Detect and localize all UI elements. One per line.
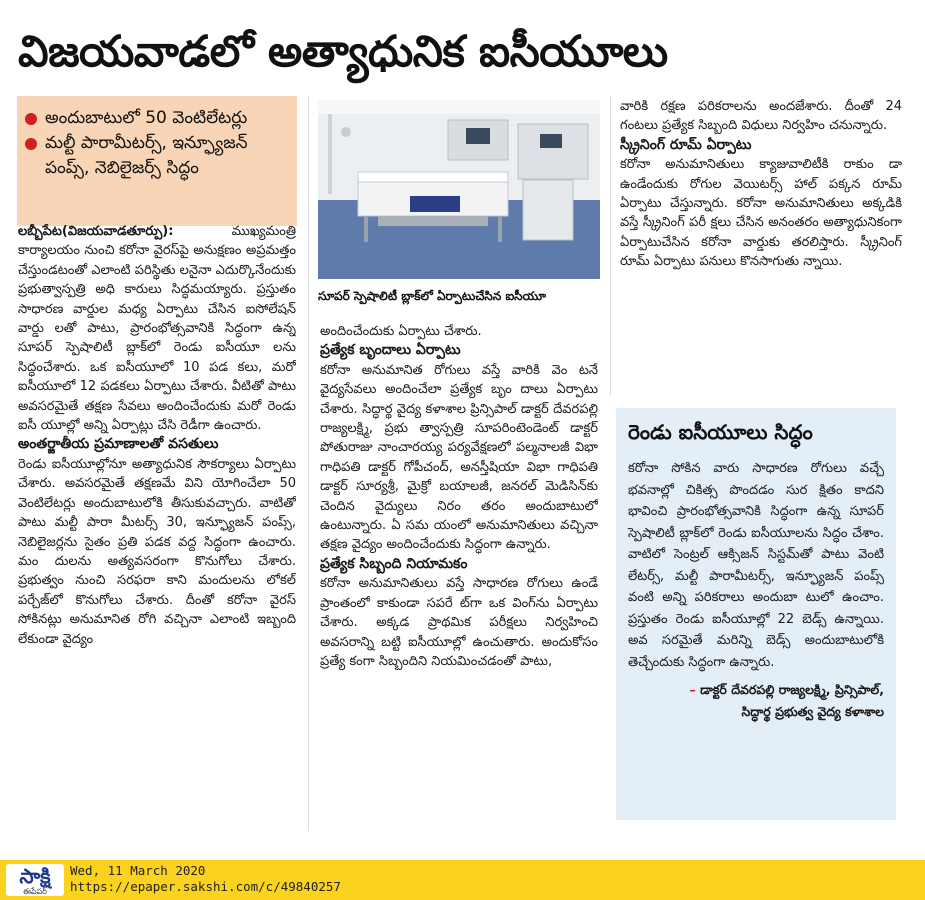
article-column-3	[620, 97, 902, 392]
article-column-1	[18, 222, 296, 834]
sakshi-logo[interactable]	[6, 864, 64, 896]
sidebar-title: రెండు ఐసీయూలు సిద్ధం	[628, 420, 813, 444]
sidebar-body	[628, 458, 884, 673]
signature-org: సిద్ధార్థ ప్రభుత్వ వైద్య కళాశాల	[741, 704, 884, 719]
headline: విజయవాడలో అత్యాధునిక ఐసీయూలు	[18, 27, 668, 77]
subheading: ప్రత్యేక సిబ్బంది నియామకం	[320, 555, 468, 572]
subheading: ప్రత్యేక బృందాలు ఏర్పాటు	[320, 342, 461, 359]
signature-name: డాక్టర్ దేవరపల్లి రాజ్యలక్ష్మి, ప్రిన్సిపాల్,	[700, 682, 884, 697]
sidebar-paragraph: కరోనా సోకిన వారు సాధారణ రోగులు వచ్చే భవనాల్లో చికిత్స పొందడం సుర క్షితం కాదని భావించి ప్రారంభోత్సవానికి సిద్ధంగా ఉన్న సూపర్ స్పెషాలిటీ బ్లాక్‌లో రెండు ఐసీయూలను సిద్ధం చేశాం. వాటిలో సెంట్రల్ ఆక్సిజన్ సిస్టమ్‌తో పాటు వెంటి లేటర్స్, మల్టీ పారామీటర్స్, ఇన్ఫ్యూజన్ పంప్స్ వంటి అన్ని పరికరాలు అందుబా టులో ఉంచాం. ప్రస్తుతం రెండు ఐసీయూల్లో 22 బెడ్స్ ఉన్నాయి. అవ సరమైతే మరిన్ని బెడ్స్ అందుబాటులోకి తెచ్చేందుకు సిద్ధంగా ఉన్నారు.	[628, 461, 884, 670]
top-cut-strip	[0, 0, 925, 8]
sidebar-signature	[628, 679, 884, 723]
article-paragraph: కరోనా అనుమానిత రోగులు వస్తే వారికి వెం టనే వైద్యసేవలు అందించేలా ప్రత్యేక బృం దాలు ఏర్పాటు చేశారు. సిద్ధార్థ వైద్య కళాశాల ప్రిన్సిపాల్ డాక్టర్ దేవరపల్లి రాజ్యలక్ష్మి, ప్రభు త్వాస్పత్రి సూపరింటెండెంట్ డాక్టర్ పోతురాజు నాంచారయ్య పర్యవేక్షణలో పల్మనాలజీ విభా గాధిపతి డాక్టర్ గోపీచంద్, అనస్తీషియా విభా గాధిపతి డాక్టర్ సూర్యశ్రీ, మైక్రో బయాలజీ, జనరల్ మెడిసిన్‌కు చెందిన వైద్యులు నిరం తరం అందుబాటులో ఉంటున్నారు. ఏ సమ యంలో అనుమానితులు వచ్చినా తక్షణ వైద్యం అందించేందుకు సిద్ధంగా ఉన్నారు.	[320, 362, 598, 553]
article-paragraph: కరోనా అనుమానితులు క్యాజువాలిటీకి రాకుం డా ఉండేందుకు రోగుల వెయిటర్స్ హాల్ పక్కన రూమ్ ఏర్పాటు చేస్తున్నారు. కరోనా అనుమానితులు అక్కడికి వస్తే స్క్రీనింగ్ పరీ క్షలు చేసిన అనంతరం అత్యాధునికంగా ఏర్పాటుచేసిన కరోనా వార్డుకు తరలిస్తారు. స్క్రీనింగ్ రూమ్ ఏర్పాటు పనులు కొనసాగుతు న్నాయి.	[620, 157, 902, 270]
column-divider	[610, 96, 611, 396]
article-paragraph: వారికి రక్షణ పరికరాలను అందజేశారు. దీంతో 24 గంటలు ప్రత్యేక సిబ్బంది విధులు నిర్వహిం చనున్నారు.	[620, 99, 902, 134]
article-paragraph: అందించేందుకు ఏర్పాటు చేశారు.	[320, 324, 482, 339]
subheading: అంతర్జాతీయ ప్రమాణాలతో వసతులు	[18, 436, 219, 453]
article-paragraph: కరోనా అనుమానితులు వస్తే సాధారణ రోగులు ఉండే ప్రాంతంలో కాకుండా సపరే ట్‌గా ఒక వింగ్‌ను ఏర్పాటు చేశారు. అక్కడ ప్రాథమిక పరీక్షలు నిర్వహించి అవసరాన్ని బట్టి ఐసీయూల్లో ఉంచుతారు. అందుకోసం ప్రత్యే కంగా సిబ్బందిని నియమించడంతో పాటు,	[320, 576, 598, 669]
signature-dash: –	[689, 682, 696, 697]
footer-text	[70, 863, 341, 895]
article-url-link[interactable]: https://epaper.sakshi.com/c/49840257	[70, 879, 341, 894]
logo-text: సాక్షి	[19, 864, 51, 888]
icu-photo	[318, 100, 600, 279]
logo-subtext: ఈపేపర్	[22, 887, 48, 896]
bullet-dot-icon	[25, 113, 37, 125]
highlight-item	[25, 131, 289, 181]
dateline: లబ్బీపేట(విజయవాడతూర్పు):	[18, 224, 174, 239]
article-paragraph: లబ్బీపేట(విజయవాడతూర్పు): ముఖ్యమంత్రి కార్యాలయం నుంచి కరోనా వైరస్‌పై అనుక్షణం అప్రమత్తం చేస్తుండటంతో ఎలాంటి పరిస్థితు లనైనా ఎదుర్కొనేందుకు ప్రభుత్వాస్పత్రి అధి కారులు సిద్ధమయ్యారు. ప్రస్తుతం సాధారణ వార్డుల మధ్య ఏర్పాటు చేసిన ఐసోలేషన్ వార్డు లతో పాటు, ప్రారంభోత్సవానికి సిద్ధంగా ఉన్న సూపర్ స్పెషాలిటీ బ్లాక్‌లో రెండు ఐసీయూ లను సిద్ధంచేశారు. ఒక ఐసీయూలో 10 పడ కలు, మరో ఐసీయూలో 12 పడకలు ఏర్పాటు చేశారు. వీటితో పాటు అవసరమైతే తక్షణ సేవలు అందించేందుకు మరో రెండు ఐసీ యూల్లో అన్ని ఏర్పాట్లు చేసి రెడీగా ఉంచారు.	[18, 224, 296, 434]
icu-photo-illustration	[318, 100, 600, 279]
column-divider	[308, 96, 309, 831]
highlight-text: అందుబాటులో 50 వెంటిలేటర్లు	[45, 108, 248, 128]
footer-bar	[0, 860, 925, 900]
edition-date: Wed, 11 March 2020	[70, 863, 206, 878]
bullet-dot-icon	[25, 138, 37, 150]
highlight-text: మల్టీ పారామీటర్స్, ఇన్ఫ్యూజన్ పంప్స్, నెబిలైజర్స్ సిద్ధం	[45, 133, 248, 178]
highlight-item	[25, 106, 289, 131]
sidebar-box	[616, 408, 896, 820]
subheading: స్క్రీనింగ్ రూమ్ ఏర్పాటు	[620, 136, 752, 153]
highlights-box	[17, 96, 297, 226]
article-paragraph: రెండు ఐసీయూల్లోనూ అత్యాధునిక సౌకర్యాలు ఏర్పాటు చేశారు. అవసరమైతే తక్షణమే విని యోగించేలా 50 వెంటిలేటర్లు అందుబాటులోకి తీసుకువచ్చారు. వాటితో పాటు మల్టీ పారా మీటర్స్ 30, ఇన్ఫ్యూజన్ పంప్స్, నెబిలైజర్లను సైతం ప్రతి పడక వద్ద సిద్ధంగా ఉంచారు. మం దులను అత్యవసరంగా కొనుగోలు చేశారు. ప్రభుత్వం నుంచి సరఫరా కాని మందులను లోకల్ పర్చేజ్‌లో కొనుగోలు చేశారు. దీంతో కరోనా వైరస్ సోకినట్లు అనుమానిత రోగి వచ్చినా ఎలాంటి ఇబ్బంది లేకుండా వైద్యం	[18, 456, 296, 647]
article-column-2	[320, 322, 598, 834]
photo-caption: సూపర్ స్పెషాలిటీ బ్లాక్‌లో ఏర్పాటుచేసిన ఐసీయూ	[318, 289, 547, 303]
